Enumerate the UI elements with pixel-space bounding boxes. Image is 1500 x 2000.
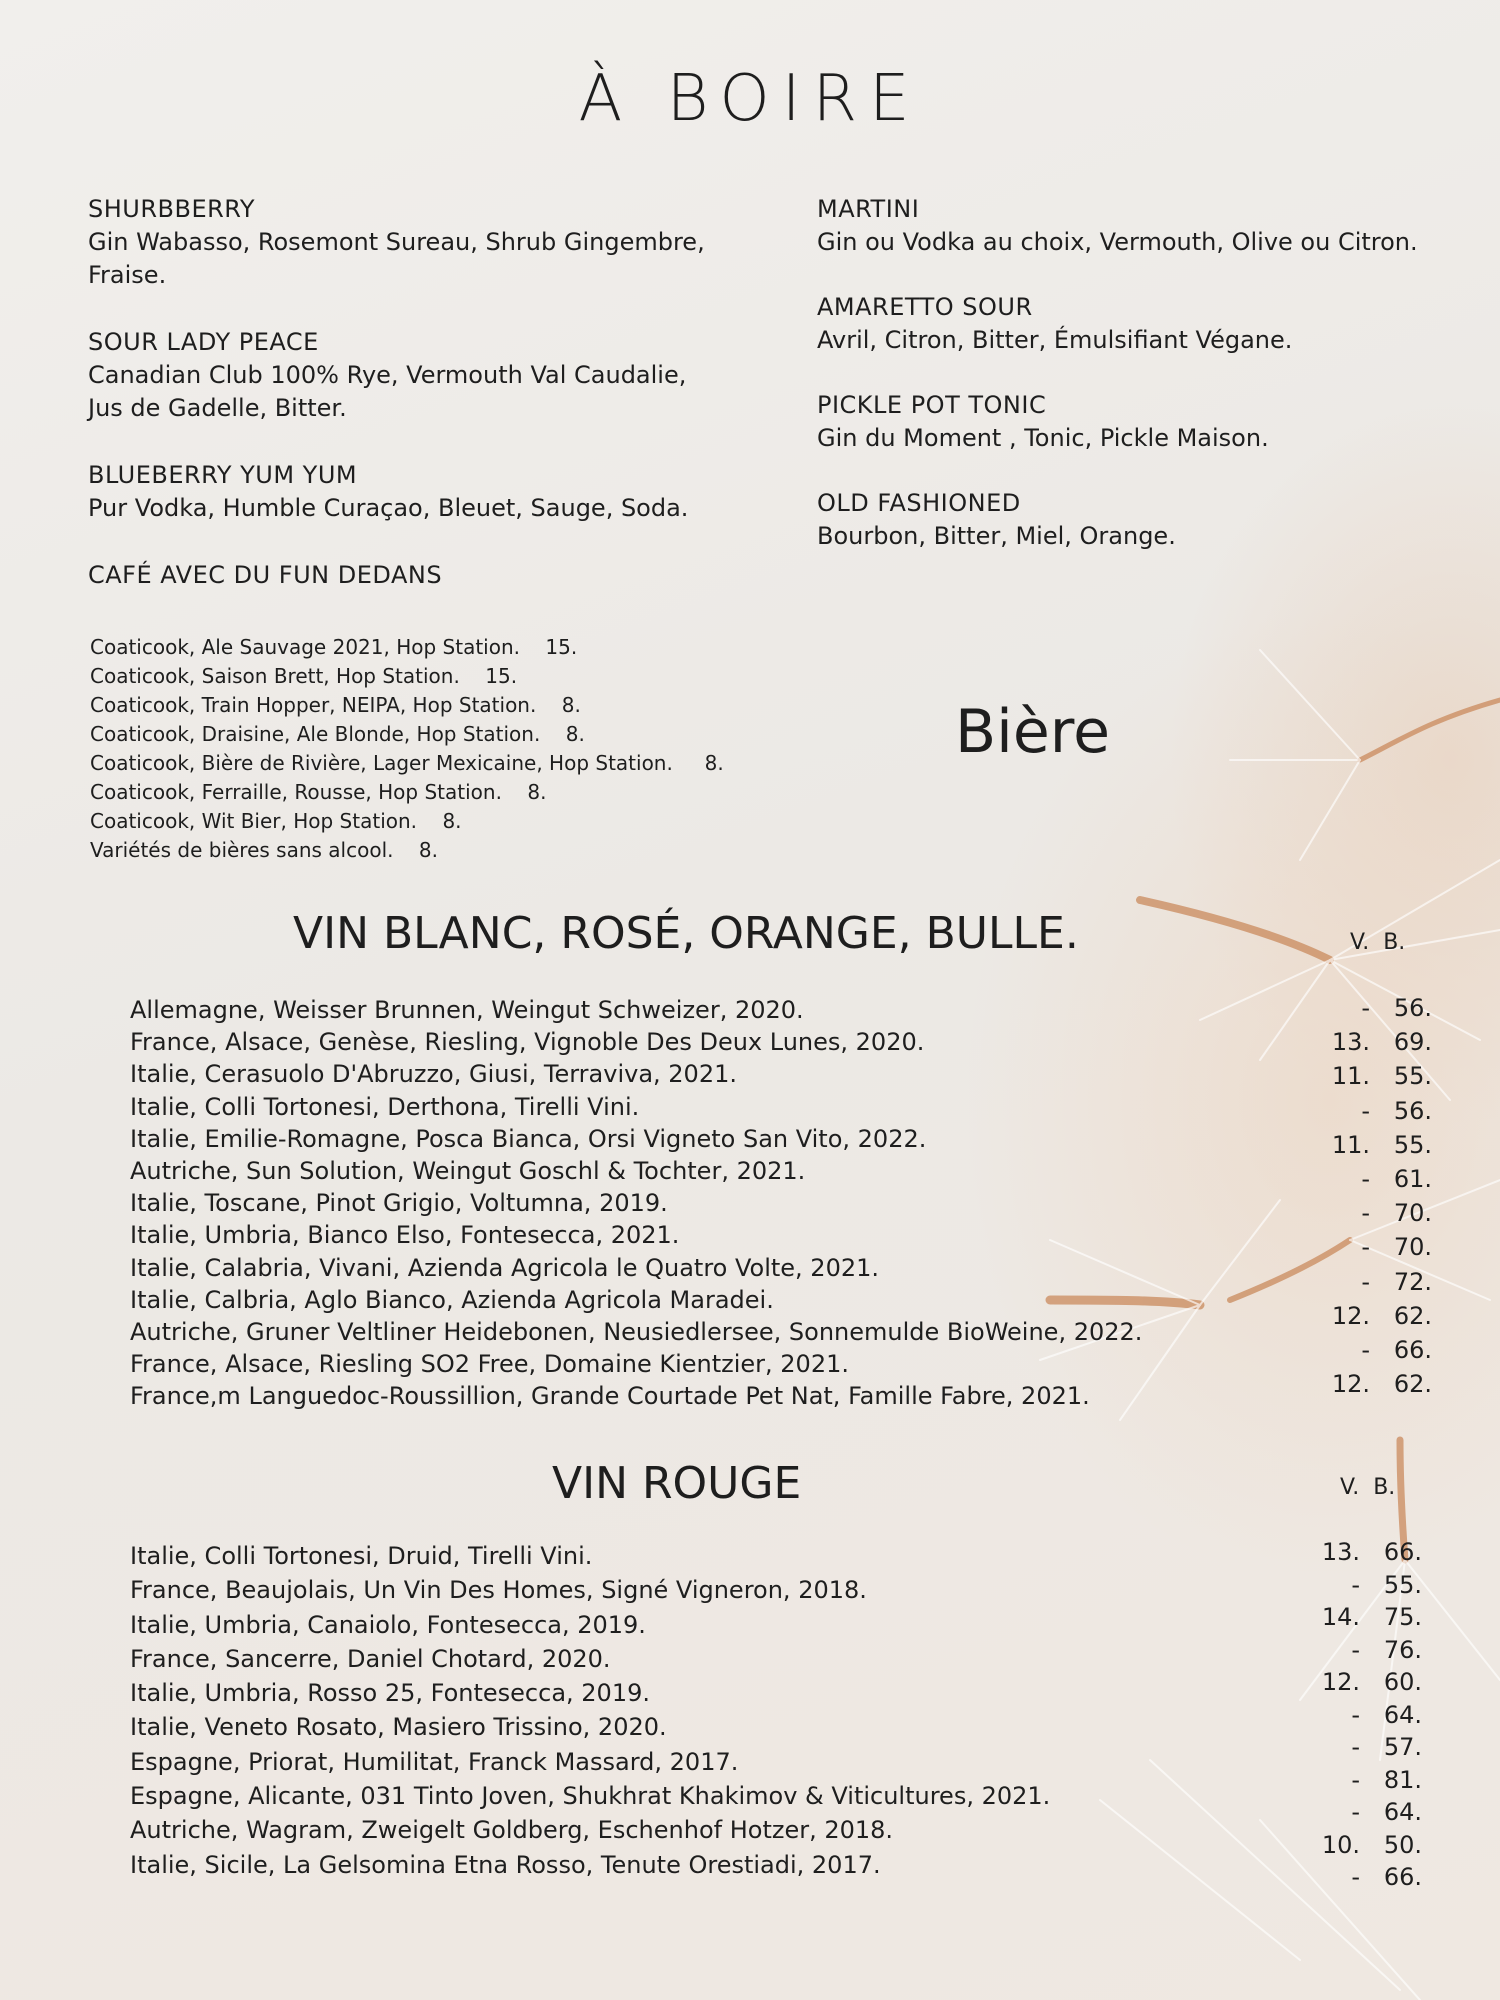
cocktail-item (817, 487, 1497, 553)
bottle-price: 76. (1383, 1635, 1422, 1664)
glass-price: 10. (1321, 1830, 1360, 1859)
bottle-price: 66. (1383, 1538, 1422, 1566)
glass-price: 14. (1321, 1603, 1360, 1631)
price-row (1282, 1766, 1422, 1799)
bottle-price: 70. (1393, 1199, 1432, 1228)
price-row (1282, 1538, 1422, 1571)
beer-list (90, 633, 790, 865)
glass-price: 11. (1331, 1062, 1370, 1091)
wine-item: Italie, Toscane, Pinot Grigio, Voltumna, 2019. (130, 1189, 668, 1218)
cocktail-name: BLUEBERRY YUM YUM (88, 461, 358, 489)
wine-item: Espagne, Alicante, 031 Tinto Joven, Shukhrat Khakimov & Viticultures, 2021. (130, 1782, 1051, 1811)
bottle-price: 69. (1393, 1028, 1432, 1057)
glass-price: 13. (1331, 1028, 1370, 1057)
cocktail-item (817, 193, 1497, 259)
wine-item: Italie, Veneto Rosato, Masiero Trissino, 2020. (130, 1713, 667, 1742)
price-row (1292, 1370, 1432, 1404)
price-row (1292, 1131, 1432, 1165)
wine-item: France, Alsace, Riesling SO2 Free, Domaine Kientzier, 2021. (130, 1350, 849, 1379)
cocktail-item (817, 389, 1497, 455)
glass-price: - (1351, 1733, 1360, 1761)
price-row (1292, 1336, 1432, 1370)
red-wine-prices (1282, 1538, 1422, 1896)
bottle-price: 75. (1383, 1603, 1422, 1631)
cocktail-item (88, 193, 768, 292)
price-row (1292, 1062, 1432, 1096)
glass-price: 11. (1331, 1130, 1370, 1159)
price-row (1292, 1097, 1432, 1131)
bottle-price: 56. (1393, 1096, 1432, 1125)
wine-item: Espagne, Priorat, Humilitat, Franck Massard, 2017. (130, 1747, 739, 1776)
wine-item: Italie, Umbria, Rosso 25, Fontesecca, 2019. (130, 1679, 650, 1708)
glass-price: - (1351, 1863, 1360, 1891)
glass-price: - (1351, 1765, 1360, 1794)
beer-item: Coaticook, Saison Brett, Hop Station. 15. (90, 664, 518, 688)
glass-price: - (1361, 1096, 1370, 1125)
wine-item: Autriche, Wagram, Zweigelt Goldberg, Eschenhof Hotzer, 2018. (130, 1816, 894, 1845)
bottle-price: 66. (1393, 1335, 1432, 1364)
cocktail-description: Gin Wabasso, Rosemont Sureau, Shrub Gingembre, (88, 228, 705, 256)
beer-item: Coaticook, Ale Sauvage 2021, Hop Station. 15. (90, 635, 578, 659)
glass-price: - (1361, 1267, 1370, 1296)
price-row (1292, 1302, 1432, 1336)
page-title: À BOIRE (578, 62, 922, 136)
bottle-price: 64. (1383, 1700, 1422, 1729)
cocktail-name: SOUR LADY PEACE (88, 328, 319, 356)
beer-section-title: Bière (955, 697, 1111, 767)
glass-price: 12. (1331, 1301, 1370, 1330)
glass-price: - (1351, 1798, 1360, 1826)
cocktail-description: Jus de Gadelle, Bitter. (88, 394, 347, 422)
glass-price: - (1351, 1570, 1360, 1599)
bottle-price: 50. (1383, 1830, 1422, 1859)
price-row (1282, 1603, 1422, 1636)
wine-item: Italie, Emilie-Romagne, Posca Bianca, Orsi Vigneto San Vito, 2022. (130, 1124, 927, 1153)
cocktail-description: Gin ou Vodka au choix, Vermouth, Olive ou Citron. (817, 228, 1418, 256)
price-row (1292, 1199, 1432, 1233)
wine-item: France, Alsace, Genèse, Riesling, Vignoble Des Deux Lunes, 2020. (130, 1028, 925, 1057)
white-wine-section-title: VIN BLANC, ROSÉ, ORANGE, BULLE. (293, 908, 1079, 959)
cocktail-name: AMARETTO SOUR (817, 293, 1033, 321)
white-wine-prices (1292, 994, 1432, 1404)
red-wine-section-title: VIN ROUGE (552, 1458, 802, 1509)
glass-price: - (1351, 1635, 1360, 1664)
wine-item: France, Beaujolais, Un Vin Des Homes, Signé Vigneron, 2018. (130, 1576, 867, 1605)
white-wine-list (130, 996, 1143, 1414)
wine-item: Italie, Calbria, Aglo Bianco, Azienda Agricola Maradei. (130, 1285, 774, 1314)
bottle-price: 66. (1383, 1863, 1422, 1891)
price-row (1282, 1668, 1422, 1701)
wine-item: Autriche, Gruner Veltliner Heidebonen, Neusiedlersee, Sonnemulde BioWeine, 2022. (130, 1317, 1143, 1346)
cocktail-description: Bourbon, Bitter, Miel, Orange. (817, 522, 1176, 550)
glass-price: - (1361, 1199, 1370, 1228)
price-row (1282, 1571, 1422, 1604)
price-row (1292, 994, 1432, 1028)
bottle-price: 56. (1393, 994, 1432, 1022)
cocktail-item (88, 326, 768, 425)
price-column-header: V. B. (1350, 930, 1406, 955)
beer-item: Coaticook, Draisine, Ale Blonde, Hop Station. 8. (90, 722, 585, 746)
bottle-price: 55. (1393, 1062, 1432, 1091)
wine-item: Italie, Cerasuolo D'Abruzzo, Giusi, Terraviva, 2021. (130, 1060, 737, 1089)
cocktail-name: MARTINI (817, 195, 920, 223)
cocktail-description: Fraise. (88, 261, 167, 289)
bottle-price: 57. (1383, 1733, 1422, 1761)
price-row (1282, 1636, 1422, 1669)
cocktail-item (88, 459, 768, 525)
wine-item: Italie, Umbria, Bianco Elso, Fontesecca, 2021. (130, 1221, 680, 1250)
wine-item: Italie, Umbria, Canaiolo, Fontesecca, 2019. (130, 1610, 646, 1639)
wine-item: Italie, Calabria, Vivani, Azienda Agricola le Quatro Volte, 2021. (130, 1253, 880, 1282)
cocktail-description: Canadian Club 100% Rye, Vermouth Val Caudalie, (88, 361, 687, 389)
wine-item: France, Sancerre, Daniel Chotard, 2020. (130, 1644, 611, 1673)
bottle-price: 60. (1383, 1668, 1422, 1696)
wine-item: France,m Languedoc-Roussillion, Grande Courtade Pet Nat, Famille Fabre, 2021. (130, 1382, 1090, 1411)
bottle-price: 72. (1393, 1267, 1432, 1296)
beer-item: Coaticook, Train Hopper, NEIPA, Hop Station. 8. (90, 693, 581, 717)
cocktail-name: PICKLE POT TONIC (817, 391, 1047, 419)
cocktail-description: Gin du Moment , Tonic, Pickle Maison. (817, 424, 1269, 452)
price-row (1292, 1268, 1432, 1302)
beer-item: Variétés de bières sans alcool. 8. (90, 838, 439, 862)
glass-price: - (1361, 994, 1370, 1022)
bottle-price: 62. (1393, 1301, 1432, 1330)
price-row (1282, 1701, 1422, 1734)
glass-price: 12. (1321, 1668, 1360, 1696)
wine-item: Italie, Sicile, La Gelsomina Etna Rosso, Tenute Orestiadi, 2017. (130, 1850, 881, 1879)
glass-price: 12. (1331, 1370, 1370, 1399)
cocktail-description: Avril, Citron, Bitter, Émulsifiant Végane. (817, 326, 1293, 354)
price-row (1282, 1863, 1422, 1896)
bottle-price: 64. (1383, 1798, 1422, 1826)
cocktail-name: OLD FASHIONED (817, 489, 1021, 517)
cocktail-item (88, 559, 768, 592)
price-row (1282, 1831, 1422, 1864)
price-row (1292, 1028, 1432, 1062)
wine-item: Italie, Colli Tortonesi, Druid, Tirelli Vini. (130, 1542, 593, 1570)
glass-price: 13. (1321, 1538, 1360, 1566)
bottle-price: 81. (1383, 1765, 1422, 1794)
glass-price: - (1361, 1164, 1370, 1193)
red-wine-list (130, 1542, 1130, 1885)
bottle-price: 70. (1393, 1233, 1432, 1262)
cocktail-description: Pur Vodka, Humble Curaçao, Bleuet, Sauge, Soda. (88, 494, 689, 522)
wine-item: Italie, Colli Tortonesi, Derthona, Tirelli Vini. (130, 1092, 640, 1121)
bottle-price: 55. (1393, 1130, 1432, 1159)
cocktail-name: SHURBBERRY (88, 195, 256, 223)
price-row (1292, 1165, 1432, 1199)
bottle-price: 61. (1393, 1164, 1432, 1193)
glass-price: - (1361, 1335, 1370, 1364)
beer-item: Coaticook, Wit Bier, Hop Station. 8. (90, 809, 462, 833)
beer-item: Coaticook, Bière de Rivière, Lager Mexicaine, Hop Station. 8. (90, 751, 724, 775)
price-row (1282, 1733, 1422, 1766)
cocktail-name: CAFÉ AVEC DU FUN DEDANS (88, 561, 443, 589)
glass-price: - (1361, 1233, 1370, 1262)
bottle-price: 55. (1383, 1570, 1422, 1599)
wine-item: Allemagne, Weisser Brunnen, Weingut Schweizer, 2020. (130, 996, 804, 1024)
wine-item: Autriche, Sun Solution, Weingut Goschl & Tochter, 2021. (130, 1156, 806, 1185)
price-row (1292, 1233, 1432, 1267)
glass-price: - (1351, 1700, 1360, 1729)
cocktail-item (817, 291, 1497, 357)
price-column-header: V. B. (1340, 1475, 1396, 1500)
bottle-price: 62. (1393, 1370, 1432, 1399)
beer-item: Coaticook, Ferraille, Rousse, Hop Station. 8. (90, 780, 547, 804)
price-row (1282, 1798, 1422, 1831)
